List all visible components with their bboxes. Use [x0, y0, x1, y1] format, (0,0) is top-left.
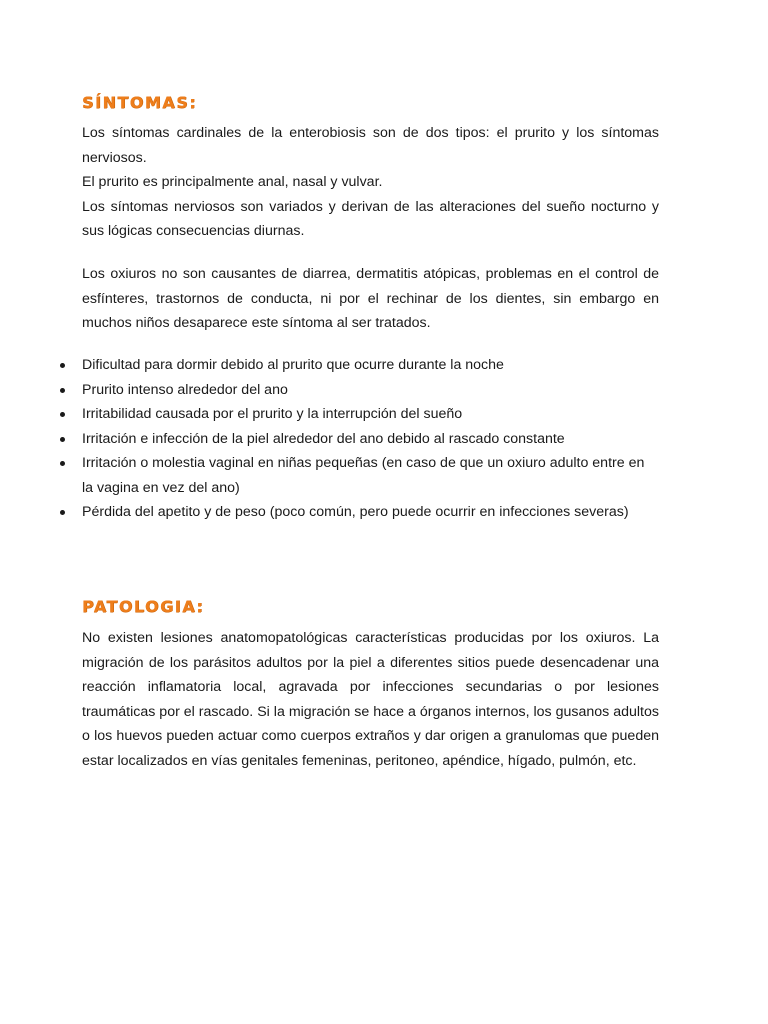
list-item — [82, 427, 659, 452]
sintomas-heading: SÍNTOMAS: — [82, 93, 198, 112]
sintomas-paragraph: Los oxiuros no son causantes de diarrea, dermatitis atópicas, problemas en el control de esfínteres, trastornos de conducta, ni por el rechinar de los dientes, sin embargo en muchos niños desaparece este síntoma al ser tratados. — [82, 266, 659, 331]
sintomas-intro — [82, 121, 659, 244]
bullet-icon — [60, 388, 65, 393]
sintomas-intro-line: Los síntomas cardinales de la enterobiosis son de dos tipos: el prurito y los síntomas nerviosos. — [82, 125, 659, 166]
list-item-text: Dificultad para dormir debido al prurito que ocurre durante la noche — [82, 357, 504, 373]
list-item — [82, 500, 659, 525]
list-item — [82, 353, 659, 378]
list-item — [82, 451, 659, 500]
sintomas-intro-line: Los síntomas nerviosos son variados y derivan de las alteraciones del sueño nocturno y sus lógicas consecuencias diurnas. — [82, 198, 659, 239]
bullet-icon — [60, 510, 65, 515]
list-item-text: Irritación o molestia vaginal en niñas pequeñas (en caso de que un oxiuro adulto entre en la vagina en vez del ano) — [82, 455, 645, 496]
bullet-icon — [60, 412, 65, 417]
patologia-heading: PATOLOGIA: — [82, 597, 205, 616]
bullet-icon — [60, 461, 65, 466]
sintomas-intro-line: El prurito es principalmente anal, nasal y vulvar. — [82, 174, 383, 190]
list-item — [82, 402, 659, 427]
list-item-text: Prurito intenso alrededor del ano — [82, 381, 288, 398]
list-item-text: Pérdida del apetito y de peso (poco común, pero puede ocurrir en infecciones severas) — [82, 504, 629, 520]
symptom-list — [82, 353, 659, 525]
patologia-paragraph: No existen lesiones anatomopatológicas características producidas por los oxiuros. La migración de los parásitos adultos por la piel a diferentes sitios puede desencadenar una reacción inflamatoria local, agravada por infecciones secundarias o por lesiones traumáticas por el rascado. Si la migración se hace a órganos internos, los gusanos adultos o los huevos pueden actuar como cuerpos extraños y dar origen a granulomas que pueden estar localizados en vías genitales femeninas, peritoneo, apéndice, hígado, pulmón, etc. — [82, 630, 659, 769]
list-item-text: Irritabilidad causada por el prurito y la interrupción del sueño — [82, 406, 463, 422]
list-item — [82, 378, 659, 403]
bullet-icon — [60, 437, 65, 442]
bullet-icon — [60, 363, 65, 368]
list-item-text: Irritación e infección de la piel alrededor del ano debido al rascado constante — [82, 430, 565, 447]
